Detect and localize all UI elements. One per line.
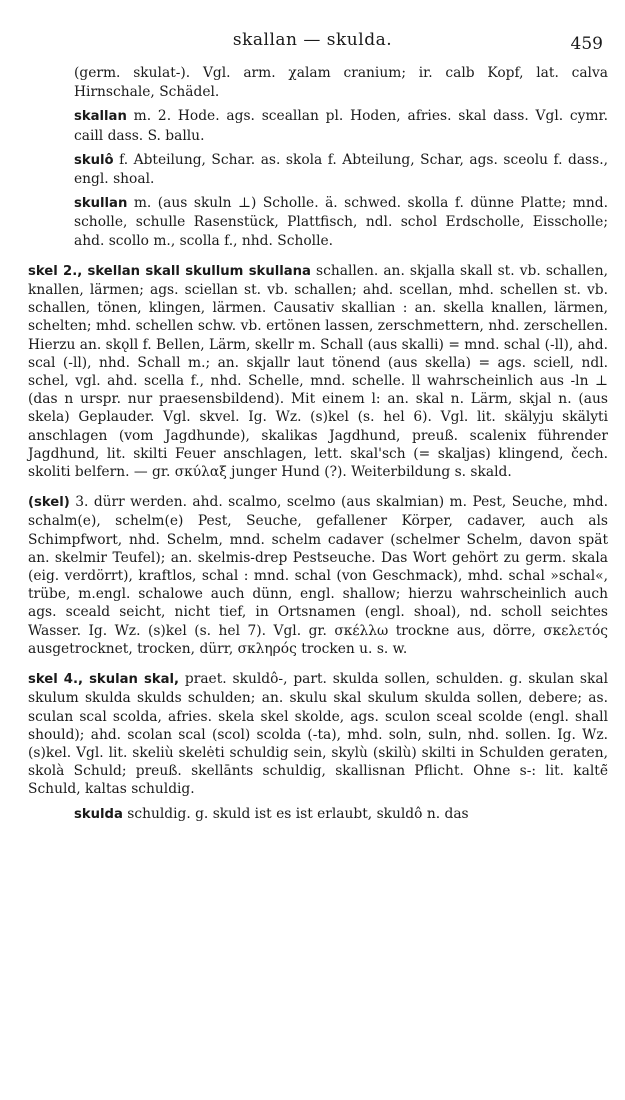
entry-text: m. 2. Hode. ags. sceallan pl. Hoden, afries. skal dass. Vgl. cymr. caill dass. S. ballu.: [74, 108, 608, 144]
entry-text: m. (aus skuln ⊥) Scholle. ä. schwed. skolla f. dünne Platte; mnd. scholle, schulle Rasenstück, Plattfisch, ndl. schol Erdscholle, Eisscholle; ahd. scollo m., scolla f., nhd. Scholle.: [74, 195, 608, 249]
entry-text: f. Abteilung, Schar. as. skola f. Abteilung, Schar, ags. sceolu f. dass., engl. shoal.: [74, 151, 608, 188]
entry-text: praet. skuldô-, part. skulda sollen, schulden. g. skulan skal skulum skulda skulds schulden; an. skulu skal skulum skulda sollen, debere; as. sculan scal scolda, afries. skela skel skolde, ags. sculon sceal scolde (engl. shall should); ahd. scolan scal (scol) scolda (-ta), mhd. soln, suln, nhd. sollen. Ig. Wz. (s)kel. Vgl. lit. skeliù skelėti schuldig sein, skylù (skilù) skilti in Schulden geraten, skolà Schuld; preuß. skellānts schuldig, skallisnan Pflicht. Ohne s-: lit. kaltė̃ Schuld, kaltas schuldig.: [28, 671, 609, 798]
entry-lemma: (skel): [28, 495, 70, 511]
entry-skel-3: [28, 493, 608, 658]
entry-lemma: skulô: [74, 152, 114, 168]
entry-lemma: skallan: [74, 109, 127, 125]
entry-lemma: skel 4., skulan skal,: [28, 672, 180, 688]
entry-skel-2: [28, 262, 608, 481]
entry-lemma: skel 2., skellan skall skullum skullana: [28, 263, 311, 279]
page-number: 459: [570, 34, 603, 54]
entry-skulo: [28, 151, 608, 188]
entry-text: 3. dürr werden. ahd. scalmo, scelmo (aus skalmian) m. Pest, Seuche, mhd. schalm(e), schelm(e) Pest, Seuche, gefallener Körper, cadaver, auch als Schimpfwort, nhd. Schelm, mnd. schelm cadaver (schelmer Schelm, davon spät an. skelmir Teufel); an. skelmis-drep Pestseuche. Das Wort gehört zu germ. skala (eig. verdörrt), kraftlos, schal : mnd. schal (von Geschmack), mhd. schal »schal«, trübe, m.engl. schalowe auch dünn, engl. shallow; hierzu wahrscheinlich auch ags. sceald seicht, nicht tief, in Ortsnamen (engl. shoal), nd. scholl seichtes Wasser. Ig. Wz. (s)kel (s. hel 7). Vgl. gr. σκέλλω trockne aus, dörre, σκελετός ausgetrocknet, trocken, dürr, σκληρός trocken u. s. w.: [28, 494, 608, 657]
entry-skulda: [28, 805, 608, 824]
running-head: skallan — skulda.: [232, 30, 393, 50]
entry-continuation: [28, 64, 608, 101]
entry-lemma: skullan: [74, 196, 128, 212]
page-header: [0, 28, 625, 58]
entry-lemma: skulda: [74, 806, 123, 822]
entry-text: schallen. an. skjalla skall st. vb. schallen, knallen, lärmen; ags. sciellan st. vb. schallen; ahd. scellan, mhd. schellen st. vb. schallen, tönen, klingen, lärmen. Causativ skallian : an. skella knallen, lärmen, schelten; mhd. schellen schw. vb. ertönen lassen, zerschmettern, nhd. zerschellen. Hierzu an. skǫll f. Bellen, Lärm, skellr m. Schall (aus skalli) = mnd. schal (-ll), ahd. scal (-ll), nhd. Schall m.; an. skjallr laut tönend (aus skella) = ags. sciell, ndl. schel, vgl. ahd. scella f., nhd. Schelle, mnd. schelle. ll wahrscheinlich aus -ln ⊥ (das n urspr. nur praesensbildend). Mit einem l: an. skal n. Lärm, skjal n. (aus skela) Geplauder. Vgl. skvel. Ig. Wz. (s)kel (s. hel 6). Vgl. lit. skälyju skälyti anschlagen (vom Jagdhunde), skalikas Jagdhund, preuß. scalenix führender Jagdhund, lit. skilti Feuer anschlagen, lett. skal'sch (= skaljas) klingend, čech. skoliti belfern. — gr. σκύλαξ junger Hund (?). Weiterbildung s. skald.: [28, 262, 608, 481]
entry-skel-4: [28, 670, 608, 798]
page-body: [28, 64, 608, 830]
entry-text: (germ. skulat-). Vgl. arm. χalam cranium; ir. calb Kopf, lat. calva Hirnschale, Schädel.: [74, 65, 608, 101]
entry-skallan: [28, 107, 608, 144]
entry-skullan: [28, 194, 608, 250]
entry-text: schuldig. g. skuld ist es ist erlaubt, skuldô n. das: [122, 805, 469, 822]
